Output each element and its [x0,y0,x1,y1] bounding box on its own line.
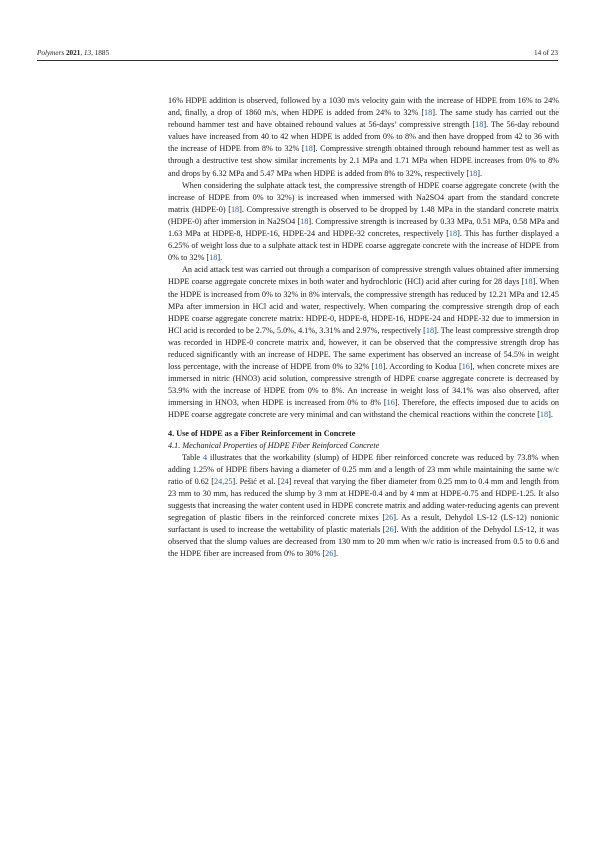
citation-link[interactable]: 18 [539,410,549,420]
citation-link[interactable]: 18 [304,144,313,154]
citation-link[interactable]: 18 [300,216,309,226]
citation-link[interactable]: 18 [230,204,240,214]
citation-link[interactable]: 18 [209,253,218,263]
header-rule [37,60,558,61]
subsection-heading: 4.1. Mechanical Properties of HDPE Fiber Reinforced Concrete [168,440,380,450]
paragraph: Table 4 illustrates that the workability (slump) of HDPE fiber reinforced concrete was reduced by 73.8% when adding 1.25% of HDPE fibers having a diameter of 0.25 mm and a length of 23 mm while maintaining the same w/c ratio of 0.62 [24,25]. Pešić et al. [24] reveal that varying the fiber diameter from 0.25 mm to 0.4 mm and length from 23 mm to 30 mm, has reduced the slump by 3 mm at HDPE-0.4 and by 4 mm at HDPE-0.75 and HDPE-1.25. It also suggests that increasing the water content used in HDPE concrete matrix and adding water-reducing agents can prevent segregation of plastic fibers in the reinforced concrete mixes [26]. As a result, Dehydol LS-12 (LS-12) nonionic surfactant is used to increase the wettability of plastic materials [26]. With the addition of the Dehydol LS-12, it was observed that the slump values are decreased from 130 mm to 20 mm when w/c ratio is increased from 0.5 to 0.6 and the HDPE fiber are increased from 0% to 30% [26]. [168,452,560,559]
citation-link[interactable]: 26 [385,525,394,535]
citation-link[interactable]: 4 [203,452,208,462]
paragraph: An acid attack test was carried out through a comparison of compressive strength values obtained after immersing HDPE coarse aggregate concrete mixes in both water and hydrochloric (HCl) acid after curing for 28 days [18]. When the HDPE is increased from 0% to 32% in 8% intervals, the compressive strength has reduced by 12.21 MPa and 12.45 MPa after immersion in HCl acid and water, respectively. When comparing the compressive strength drop of each HDPE coarse aggregate concrete matrix: HDPE-0, HDPE-8, HDPE-16, HDPE-24 and HDPE-32 due to immersion in HCl acid is recorded to be 2.7%, 5.0%, 4.1%, 3.31% and 2.97%, respectively [18]. The least compressive strength drop was recorded in HDPE-0 concrete matrix and, however, it can be observed that the compressive strength drop has reduced significantly with an increase of HDPE. The same experiment has observed an increase of 54.5% in weight loss percentage, with the increase of HDPE from 0% to 32% [18]. According to Kodua [16], when concrete mixes are immersed in nitric (HNO3) acid solution, compressive strength of HDPE coarse aggregate concrete is decreased by 53.9% with the increase of HDPE from 0% to 8%. An increase in weight loss of 34.1% was also observed, after immersing in HNO3, when HDPE is increased from 0% to 8% [16]. Therefore, the effects imposed due to acids on HDPE coarse aggregate concrete are very minimal and can withstand the chemical reactions within the concrete [18]. [168,265,560,420]
citation-link[interactable]: 18 [469,168,478,178]
paragraph: 16% HDPE addition is observed, followed by a 1030 m/s velocity gain with the increase of HDPE from 16% to 24% and, finally, a drop of 1860 m/s, when HDPE is added from 24% to 32% [18]. The same study has carried out the rebound hammer test and have obtained rebound values at 56-days’ compressive strength [18]. The 56-day rebound values have increased from 40 to 42 when HDPE is added from 0% to 8% and then have dropped from 42 to 36 with the increase of HDPE from 8% to 32% [18]. Compressive strength obtained through rebound hammer test as well as through a destructive test show similar increments by 2.1 MPa and 1.71 MPa when HDPE increases from 0% to 8% and drops by 6.32 MPa and 5.47 MPa when HDPE is added from 8% to 32%, respectively [18]. [168,96,560,178]
citation-link[interactable]: 18 [425,325,435,335]
citation-link[interactable]: 18 [374,362,383,372]
citation-link[interactable]: 26 [385,513,394,523]
citation-link[interactable]: 18 [448,229,458,239]
page-number: 14 of 23 [534,49,558,57]
citation-link[interactable]: 26 [325,549,334,559]
citation-link[interactable]: 24 [280,476,289,486]
journal-citation: Polymers 2021, 13, 1885 [37,49,110,57]
citation-link[interactable]: 16 [386,398,395,408]
page-body [168,95,559,561]
paragraph: When considering the sulphate attack test, the compressive strength of HDPE coarse aggregate concrete (with the increase of HDPE from 0% to 32%) is increased when immersed with Na2SO4 apart from the standard concrete matrix (HDPE-0) [18]. Compressive strength is observed to be dropped by 1.48 MPa in the standard concrete matrix (HDPE-0) after immersion in Na2SO4 [18]. Compressive strength is increased by 0.33 MPa, 0.51 MPa, 0.58 MPa and 1.63 MPa at HDPE-8, HDPE-16, HDPE-24 and HDPE-32 concretes, respectively [18]. This has further displayed a 6.25% of weight loss due to a sulphate attack test in HDPE coarse aggregate concrete with the increase of HDPE from 0% to 32% [18]. [168,180,560,263]
citation-link[interactable]: 18 [475,120,484,130]
citation-link[interactable]: 16 [461,362,470,372]
section-heading: 4. Use of HDPE as a Fiber Reinforcement in Concrete [168,428,356,438]
citation-link[interactable]: 24,25 [214,476,233,486]
paragraph-group-1 [168,95,559,422]
running-header [37,49,558,57]
citation-link[interactable]: 18 [424,108,433,118]
citation-link[interactable]: 18 [524,277,533,287]
paragraph-group-2 [168,452,559,561]
